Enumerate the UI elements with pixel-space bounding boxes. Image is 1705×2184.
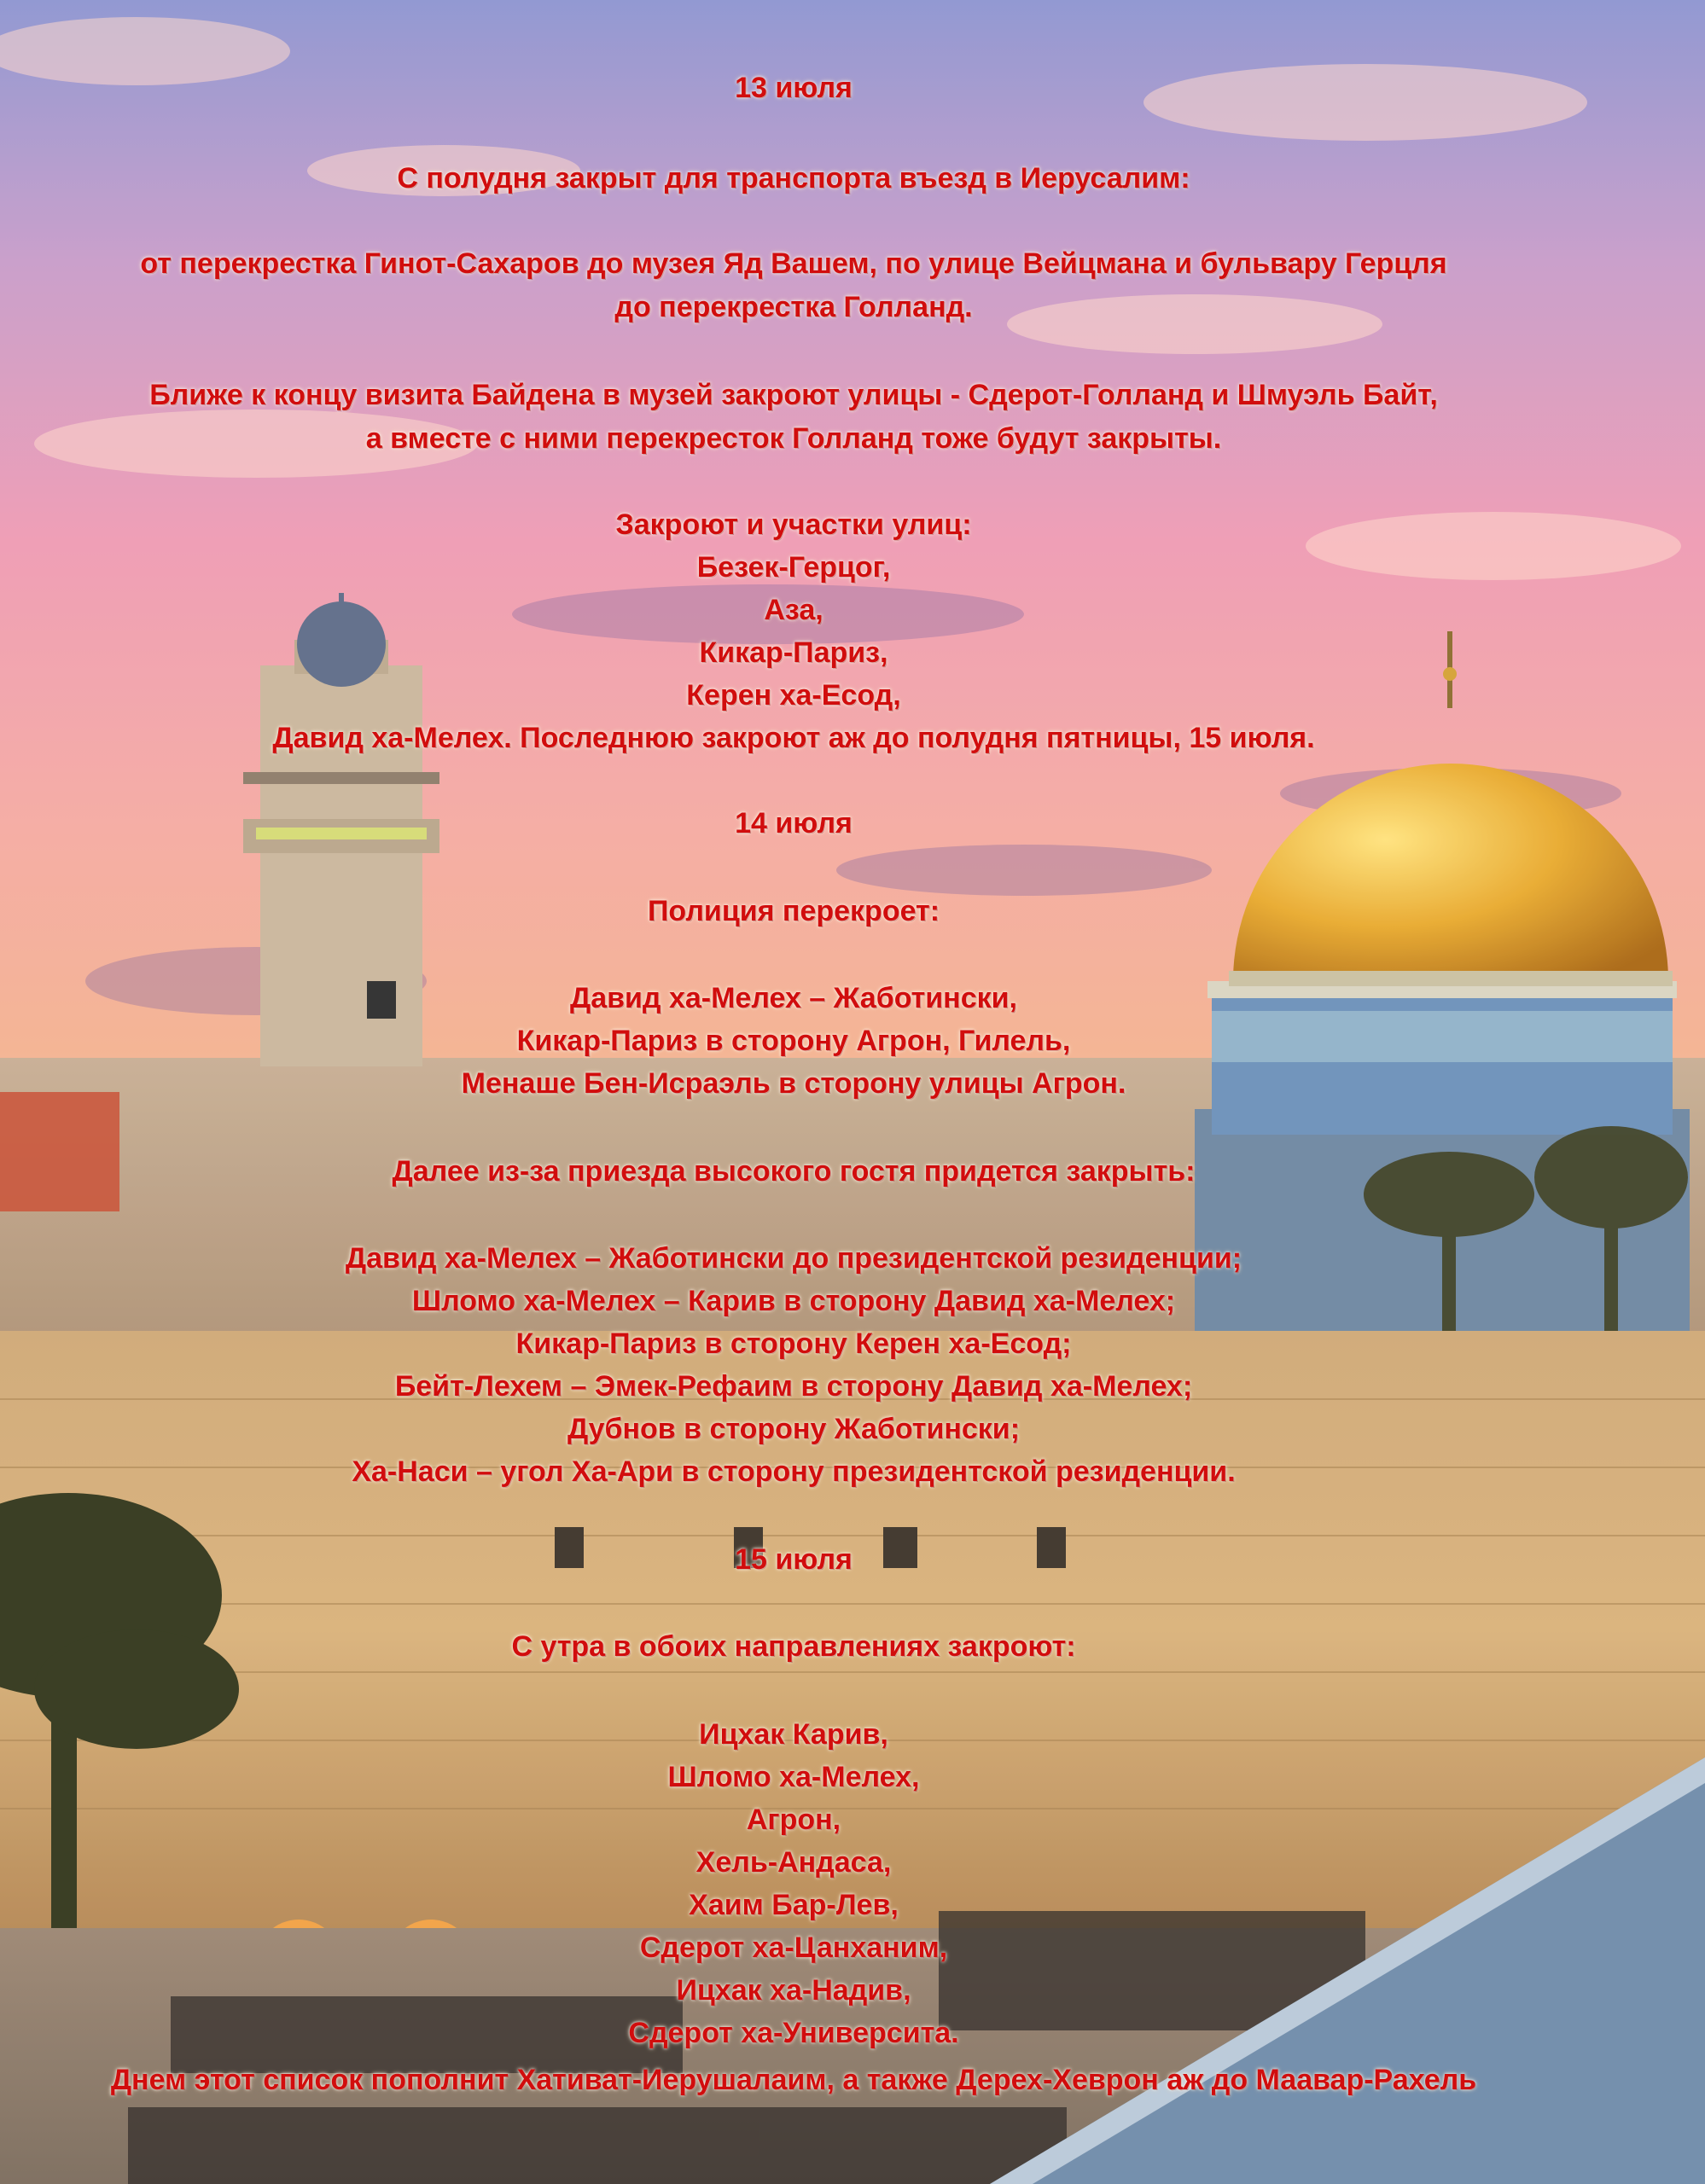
morning-closure-item: Сдерот ха-Университа. — [628, 2017, 959, 2049]
morning-closure-item: Ицхак Карив, — [699, 1718, 888, 1751]
police-closure-item: Менаше Бен-Исраэль в сторону улицы Агрон. — [461, 1067, 1126, 1100]
intro-line: С полудня закрыт для транспорта въезд в Иерусалим: — [397, 162, 1190, 195]
morning-closure-item: Ицхак ха-Надив, — [676, 1974, 911, 2007]
date-heading-july-13: 13 июля — [735, 72, 852, 104]
partial-closure-item: Керен ха-Есод, — [686, 679, 901, 712]
partial-closures-heading: Закроют и участки улиц: — [615, 508, 972, 541]
partial-closure-item: Безек-Герцог, — [696, 551, 891, 584]
police-closure-item: Давид ха-Мелех – Жаботински, — [570, 982, 1017, 1014]
further-closure-item: Кикар-Париз в сторону Керен ха-Есод; — [515, 1327, 1072, 1360]
partial-closure-item: Кикар-Париз, — [699, 636, 888, 669]
date-heading-july-15: 15 июля — [735, 1543, 852, 1576]
further-closures-heading: Далее из-за приезда высокого гостя придется закрыть: — [392, 1155, 1196, 1188]
final-note-line: Днем этот список пополнит Хативат-Иерушалаим, а также Дерех-Хеврон аж до Маавар-Рахель — [110, 2064, 1477, 2096]
further-closure-item: Шломо ха-Мелех – Карив в сторону Давид ха-Мелех; — [411, 1285, 1176, 1317]
police-closure-item: Кикар-Париз в сторону Агрон, Гилель, — [516, 1025, 1071, 1057]
morning-closures-heading: С утра в обоих направлениях закроют: — [511, 1630, 1076, 1663]
route-line-2: до перекрестка Голланд. — [614, 291, 973, 323]
further-closure-item: Ха-Наси – угол Ха-Ари в сторону президентской резиденции. — [352, 1455, 1236, 1488]
morning-closure-item: Шломо ха-Мелех, — [667, 1761, 920, 1793]
near-end-line-2: а вместе с ними перекресток Голланд тоже будут закрыты. — [365, 422, 1222, 455]
further-closure-item: Давид ха-Мелех – Жаботински до президентской резиденции; — [345, 1242, 1242, 1275]
near-end-line-1: Ближе к концу визита Байдена в музей закроют улицы - Сдерот-Голланд и Шмуэль Байт, — [149, 379, 1438, 411]
date-heading-july-14: 14 июля — [735, 807, 852, 839]
further-closure-item: Бейт-Лехем – Эмек-Рефаим в сторону Давид ха-Мелех; — [394, 1370, 1193, 1403]
morning-closure-item: Хель-Андаса, — [695, 1846, 892, 1879]
route-line-1: от перекрестка Гинот-Сахаров до музея Яд Вашем, по улице Вейцмана и бульвару Герцля — [140, 247, 1447, 280]
morning-closure-item: Агрон, — [746, 1804, 841, 1836]
police-closures-heading: Полиция перекроет: — [647, 895, 940, 927]
morning-closure-item: Сдерот ха-Цанханим, — [639, 1931, 948, 1964]
partial-closure-item: Аза, — [764, 594, 823, 626]
partial-closure-item: Давид ха-Мелех. Последнюю закроют аж до полудня пятницы, 15 июля. — [272, 722, 1315, 754]
morning-closure-item: Хаим Бар-Лев, — [689, 1889, 899, 1921]
further-closure-item: Дубнов в сторону Жаботински; — [567, 1413, 1021, 1445]
